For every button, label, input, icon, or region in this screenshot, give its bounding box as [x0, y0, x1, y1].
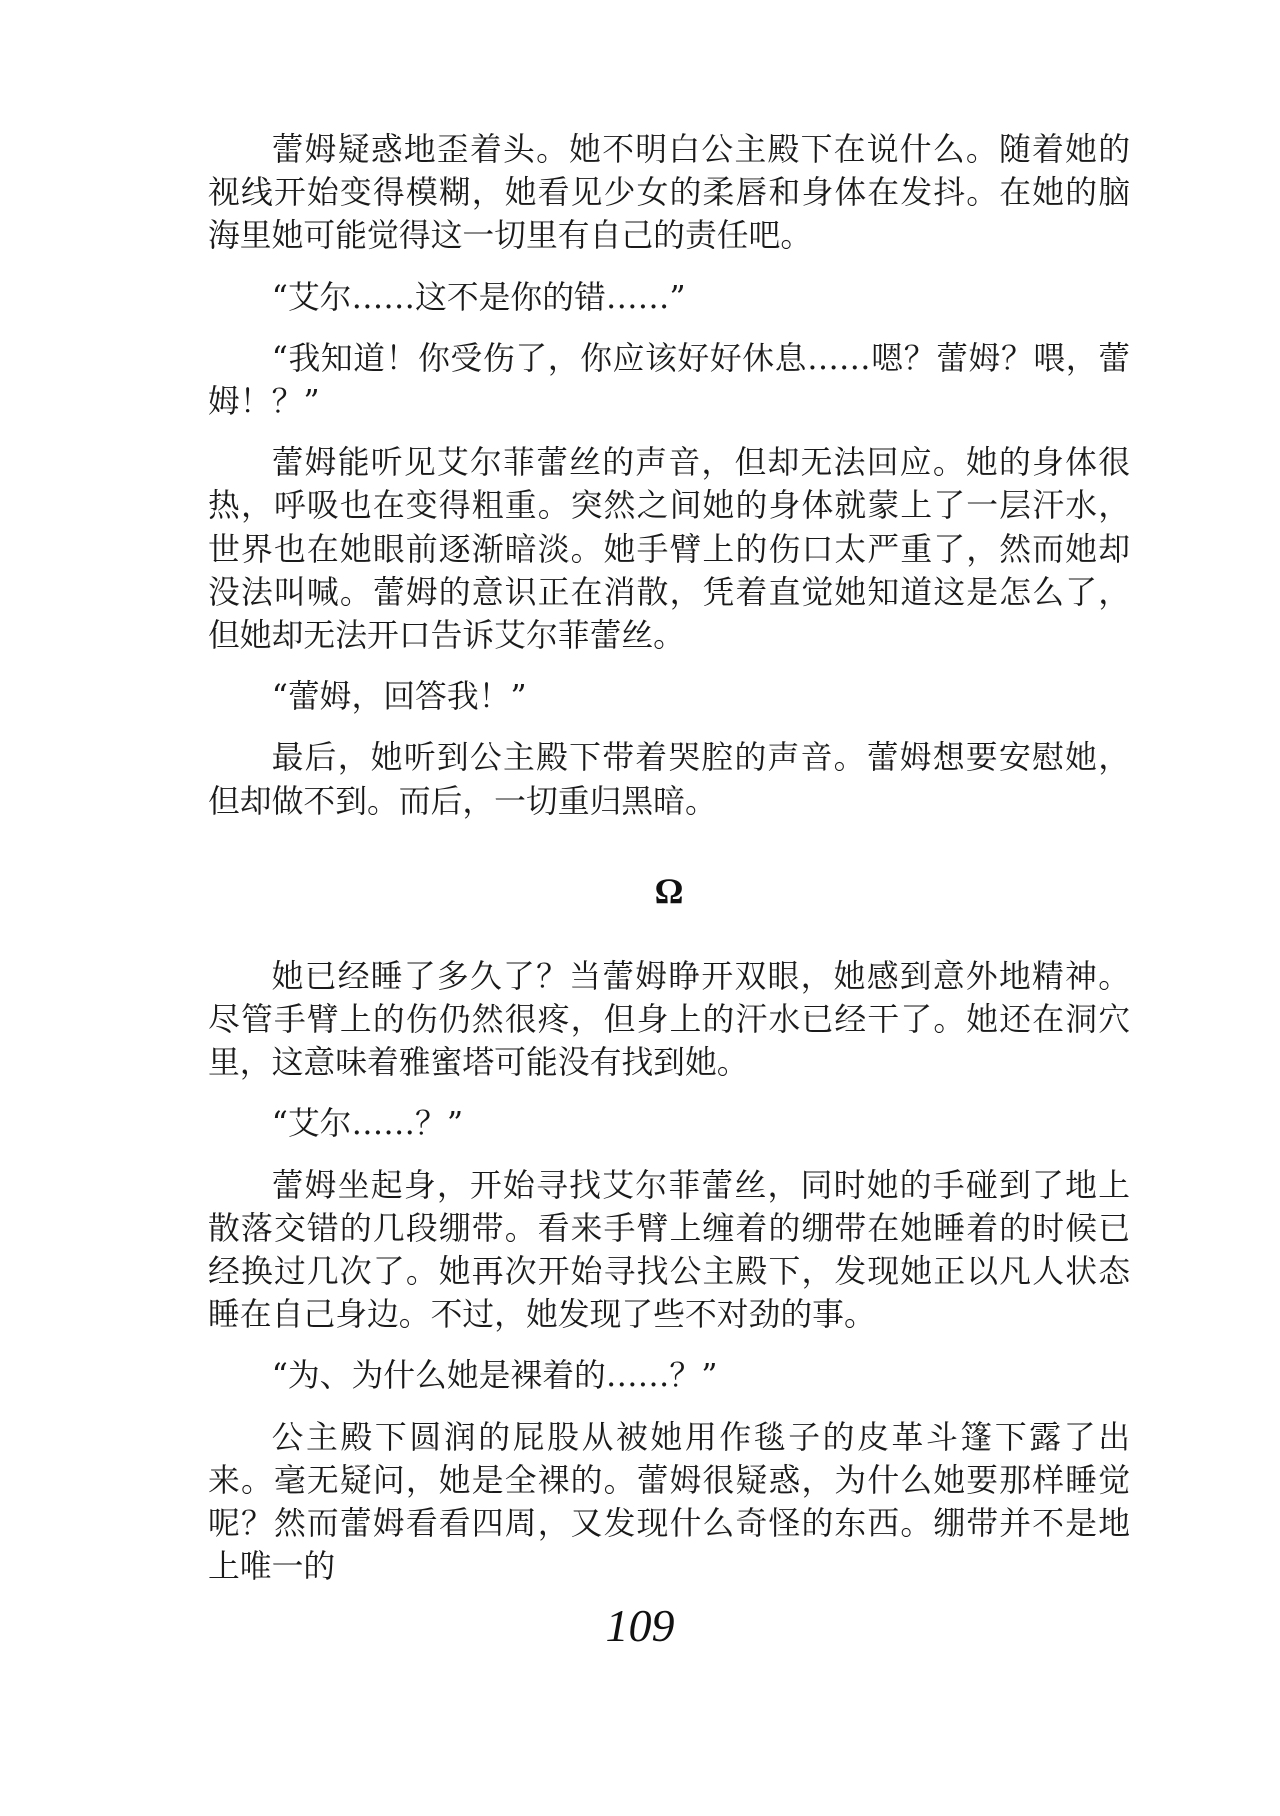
dialogue-line: “艾尔……这不是你的错……” — [271, 278, 686, 316]
body-text — [208, 128, 1130, 1606]
section-break-omega: Ω — [654, 870, 684, 911]
paragraph: 公主殿下圆润的屁股从被她用作毯子的皮革斗篷下露了出来。毫无疑问，她是全裸的。蕾姆很疑惑，为什么她要那样睡觉呢？然而蕾姆看看四周，又发现什么奇怪的东西。绷带并不是地上唯一的 — [208, 1418, 1130, 1586]
paragraph: 蕾姆坐起身，开始寻找艾尔菲蕾丝，同时她的手碰到了地上散落交错的几段绷带。看来手臂上缠着的绷带在她睡着的时候已经换过几次了。她再次开始寻找公主殿下，发现她正以凡人状态睡在自己身边。不过，她发现了些不对劲的事。 — [208, 1166, 1130, 1334]
dialogue-line: “艾尔……？” — [271, 1105, 464, 1143]
page-number: 109 — [605, 1600, 675, 1651]
dialogue-line: “我知道！你受伤了，你应该好好休息……嗯？蕾姆？喂，蕾姆！？” — [208, 339, 1130, 421]
dialogue-line: “蕾姆，回答我！” — [271, 678, 527, 716]
paragraph: 蕾姆疑惑地歪着头。她不明白公主殿下在说什么。随着她的视线开始变得模糊，她看见少女的柔唇和身体在发抖。在她的脑海里她可能觉得这一切里有自己的责任吧。 — [208, 131, 1130, 255]
paragraph: 最后，她听到公主殿下带着哭腔的声音。蕾姆想要安慰她，但却做不到。而后，一切重归黑暗。 — [208, 739, 1130, 820]
paragraph: 蕾姆能听见艾尔菲蕾丝的声音，但却无法回应。她的身体很热，呼吸也在变得粗重。突然之间她的身体就蒙上了一层汗水，世界也在她眼前逐渐暗淡。她手臂上的伤口太严重了，然而她却没法叫喊。蕾姆的意识正在消散，凭着直觉她知道这是怎么了，但她却无法开口告诉艾尔菲蕾丝。 — [208, 444, 1130, 655]
dialogue-line: “为、为什么她是裸着的……？” — [271, 1357, 718, 1395]
paragraph: 她已经睡了多久了？当蕾姆睁开双眼，她感到意外地精神。尽管手臂上的伤仍然很疼，但身上的汗水已经干了。她还在洞穴里，这意味着雅蜜塔可能没有找到她。 — [208, 957, 1130, 1082]
